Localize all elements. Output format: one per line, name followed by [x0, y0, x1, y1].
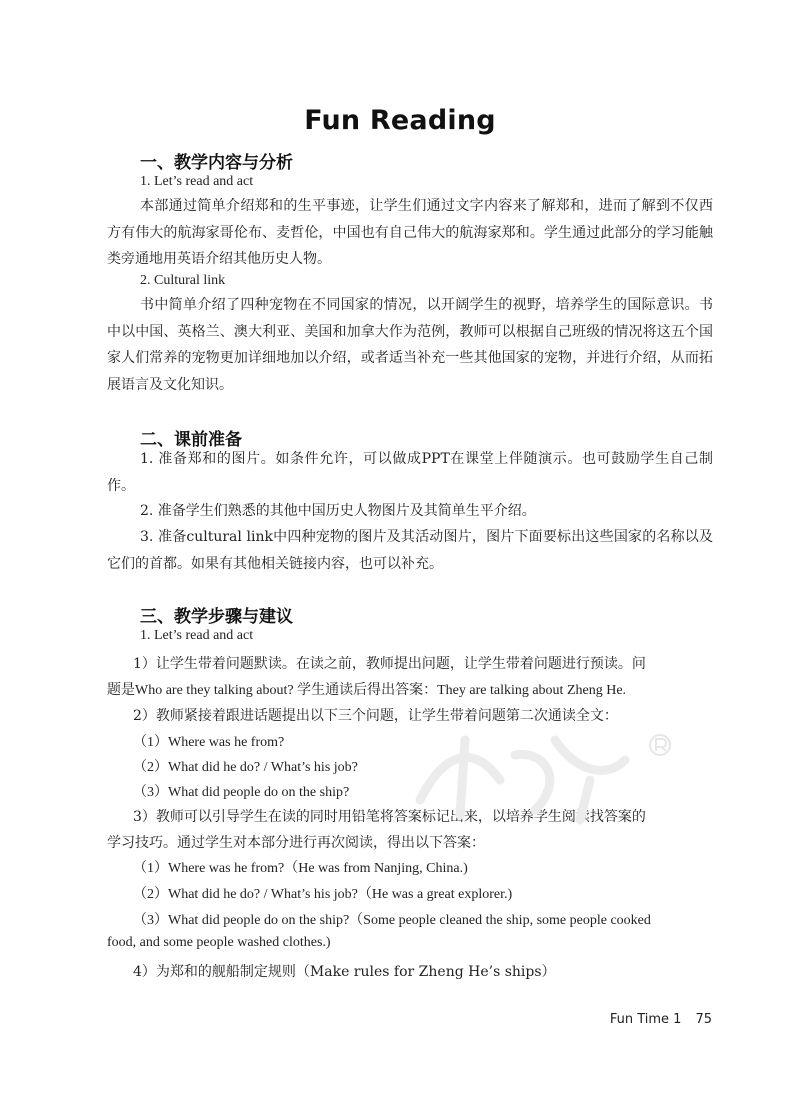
answer-3-line-2: food, and some people washed clothes.): [107, 935, 331, 950]
footer-section-label: Fun Time 1: [609, 1012, 682, 1027]
page-number: 75: [695, 1012, 712, 1027]
step2-line: 2）教师紧接着跟进话题提出以下三个问题，让学生带着问题第二次通读全文：: [133, 708, 618, 724]
section2-heading: 二、课前准备: [140, 430, 242, 450]
section1-subheading-cultural-link: 2. Cultural link: [140, 273, 226, 288]
step1-line-1: 1）让学生带着问题默读。在读之前，教师提出问题，让学生带着问题进行预读。问: [133, 656, 646, 672]
answer-3-line-1: （3）What did people do on the ship?（Some people cleaned the ship, some people cooked: [133, 913, 651, 928]
section2-item-1: 1. 准备郑和的图片。如条件允许，可以做成PPT在课堂上伴随演示。也可鼓励学生自己制作。: [107, 451, 713, 494]
section2-item-2: 2. 准备学生们熟悉的其他中国历史人物图片及其简单生平介绍。: [140, 503, 536, 519]
step3-line-2: 学习技巧。通过学生对本部分进行再次阅读，得出以下答案：: [107, 835, 485, 851]
section1-subheading-read-act: 1. Let’s read and act: [140, 174, 254, 189]
answer-1: （1）Where was he from?（He was from Nanjing, China.): [133, 861, 468, 876]
section1-paragraph-2: 书中简单介绍了四种宠物在不同国家的情况，以开阔学生的视野，培养学生的国际意识。书中以中国、英格兰、澳大利亚、美国和加拿大作为范例，教师可以根据自己班级的情况将这五个国家人们常养的宠物更加详细地加以介绍，或者适当补充一些其他国家的宠物，并进行介绍，从而拓展语言及文化知识。: [107, 297, 713, 393]
section2-item-3: 3. 准备cultural link中四种宠物的图片及其活动图片，图片下面要标出这些国家的名称以及它们的首都。如果有其他相关链接内容，也可以补充。: [107, 529, 713, 572]
question-1: （1）Where was he from?: [133, 735, 285, 750]
answer-2: （2）What did he do? / What’s his job?（He was a great explorer.): [133, 887, 513, 902]
step4-line: 4）为郑和的舰船制定规则（Make rules for Zheng He’s ships）: [133, 964, 556, 980]
question-2: （2）What did he do? / What’s his job?: [133, 760, 358, 775]
section1-paragraph-1: 本部通过简单介绍郑和的生平事迹，让学生们通过文字内容来了解郑和，进而了解到不仅西方有伟大的航海家哥伦布、麦哲伦，中国也有自己伟大的航海家郑和。学生通过此部分的学习能触类旁通地用英语介绍其他历史人物。: [107, 198, 713, 267]
section1-heading: 一、教学内容与分析: [140, 153, 293, 173]
step1-line-2: 题是Who are they talking about? 学生通读后得出答案：They are talking about Zheng He.: [107, 683, 627, 698]
question-3: （3）What did people do on the ship?: [133, 785, 350, 800]
page-title: Fun Reading: [304, 105, 496, 136]
page-footer: [610, 1012, 712, 1027]
section3-subheading-read-act: 1. Let’s read and act: [140, 628, 254, 643]
section3-heading: 三、教学步骤与建议: [140, 607, 293, 627]
step3-line-1: 3）教师可以引导学生在读的同时用铅笔将答案标记出来，以培养学生阅读找答案的: [133, 809, 646, 825]
